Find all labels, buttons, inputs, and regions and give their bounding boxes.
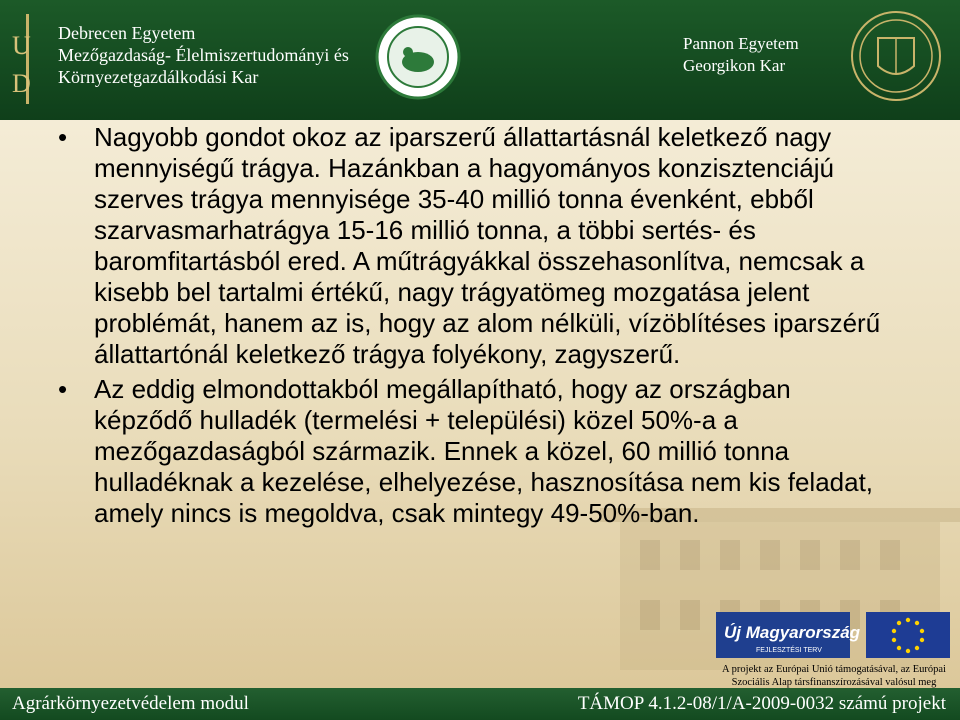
header-banner [0,0,960,120]
bullet-list [52,120,892,529]
footer-banner [0,688,960,720]
faculty-title-line: Környezetgazdálkodási Kar [58,67,259,87]
partner-title [683,33,799,77]
eu-logos [716,612,952,662]
faculty-title [58,22,349,88]
svg-text:U: U [12,31,31,60]
partner-title-line: Georgikon Kar [683,56,786,75]
faculty-seal-icon [375,14,461,100]
faculty-title-line: Debrecen Egyetem [58,23,196,43]
svg-text:D: D [12,69,31,98]
eu-funding-line: A projekt az Európai Unió támogatásával, az Európai [722,664,946,675]
eu-funding-line: Szociális Alap társfinanszírozásával valósul meg [731,677,937,688]
eu-funding-note [714,663,954,689]
eu-logo-title: Új Magyarország [724,623,861,642]
pannon-seal-icon [848,8,944,104]
bullet-item: • Nagyobb gondot okoz az iparszerű állattartásnál keletkező nagy mennyiségű trágya. Hazánkban a hagyományos konzisztenciájú szerves trágya mennyisége 35-40 millió tonna évenként, ebből szarvasmarhatrágya 15-16 millió tonna, a többi sertés- és baromfitartásból ered. A műtrágyákkal összehasonlítva, nemcsak a kisebb bel tartalmi értékű, nagy trágyatömeg mozgatása jelent problémát, hanem az is, hogy az alom nélküli, vízöblítéses iparszérű állattartónál keletkező trágya folyékony, zagyszerű. [52,122,892,370]
slide-content [0,120,960,688]
faculty-title-line: Mezőgazdaság- Élelmiszertudományi és [58,45,349,65]
bullet-item: • Az eddig elmondottakból megállapítható, hogy az országban képződő hulladék (termelési + települési) közel 50%-a a mezőgazdaságból származik. Ennek a közel, 60 millió tonna hulladéknak a kezelése, elhelyezése, hasznosítása nem kis feladat, amely nincs is megoldva, csak mintegy 49-50%-ban. [52,374,892,529]
footer-project-code: TÁMOP 4.1.2-08/1/A-2009-0032 számú projekt [577,693,946,714]
eu-logo-subtitle: FEJLESZTÉSI TERV [756,647,822,654]
footer-module-name: Agrárkörnyezetvédelem modul [12,693,249,714]
partner-title-line: Pannon Egyetem [683,34,799,53]
university-emblem-icon [8,14,48,104]
